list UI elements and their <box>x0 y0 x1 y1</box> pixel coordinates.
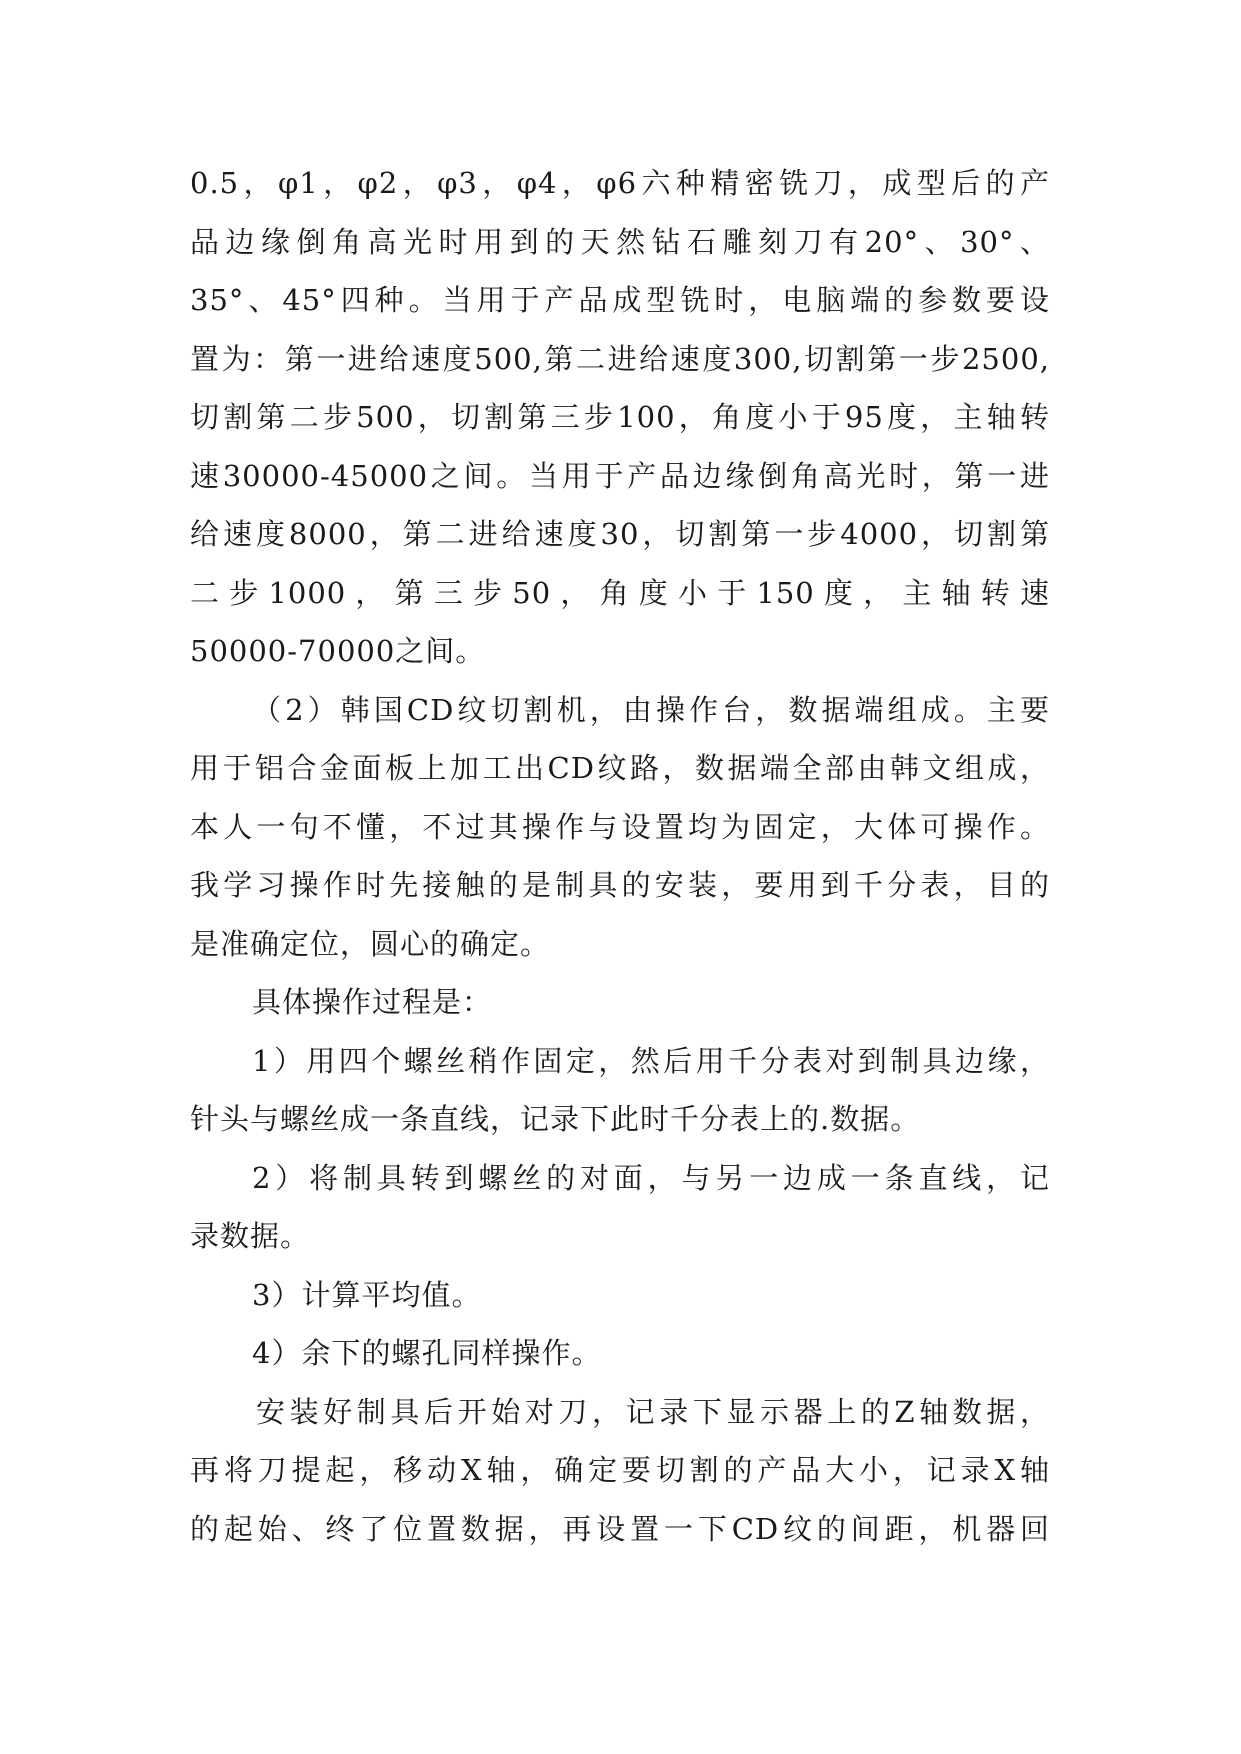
text-line: 品边缘倒角高光时用到的天然钻石雕刻刀有20°、30°、 <box>190 224 1050 259</box>
text-line: 再将刀提起，移动X轴，确定要切割的产品大小，记录X轴 <box>190 1453 1050 1487</box>
text-line: 用于铝合金面板上加工出CD纹路，数据端全部由韩文组成， <box>190 751 1050 785</box>
text-line: 本人一句不懂，不过其操作与设置均为固定，大体可操作。 <box>190 809 1050 844</box>
text-line: 3）计算平均值。 <box>252 1277 482 1312</box>
text-line: 录数据。 <box>190 1219 311 1253</box>
text-line: 的起始、终了位置数据，再设置一下CD纹的间距，机器回 <box>190 1511 1050 1546</box>
text-line: 0.5，φ1，φ2，φ3，φ4，φ6六种精密铣刀，成型后的产 <box>190 166 1050 200</box>
text-line: 置为：第一进给速度500,第二进给速度300,切割第一步2500, <box>190 341 1050 376</box>
text-line: 1）用四个螺丝稍作固定，然后用千分表对到制具边缘， <box>252 1043 1050 1078</box>
text-line: 4）余下的螺孔同样操作。 <box>252 1336 602 1370</box>
text-line: （2）韩国CD纹切割机，由操作台，数据端组成。主要 <box>252 692 1050 727</box>
text-line: 二步1000，第三步50，角度小于150度，主轴转速 <box>190 575 1050 610</box>
text-line: 2）将制具转到螺丝的对面，与另一边成一条直线，记 <box>252 1160 1050 1195</box>
text-line: 50000-70000之间。 <box>190 634 486 668</box>
document-body <box>190 154 1050 1558</box>
text-line: 给速度8000，第二进给速度30，切割第一步4000，切割第 <box>190 517 1050 551</box>
text-line: 具体操作过程是： <box>252 985 493 1019</box>
text-line: 是准确定位，圆心的确定。 <box>190 926 551 961</box>
text-line: 针头与螺丝成一条直线，记录下此时千分表上的.数据。 <box>190 1102 921 1136</box>
text-line: 速30000-45000之间。当用于产品边缘倒角高光时，第一进 <box>190 458 1050 493</box>
text-line: 切割第二步500，切割第三步100，角度小于95度，主轴转 <box>190 400 1050 434</box>
text-line: 35°、45°四种。当用于产品成型铣时，电脑端的参数要设 <box>190 283 1050 317</box>
text-line: 安装好制具后开始对刀，记录下显示器上的Z轴数据， <box>256 1394 1050 1429</box>
text-line: 我学习操作时先接触的是制具的安装，要用到千分表，目的 <box>190 868 1050 902</box>
